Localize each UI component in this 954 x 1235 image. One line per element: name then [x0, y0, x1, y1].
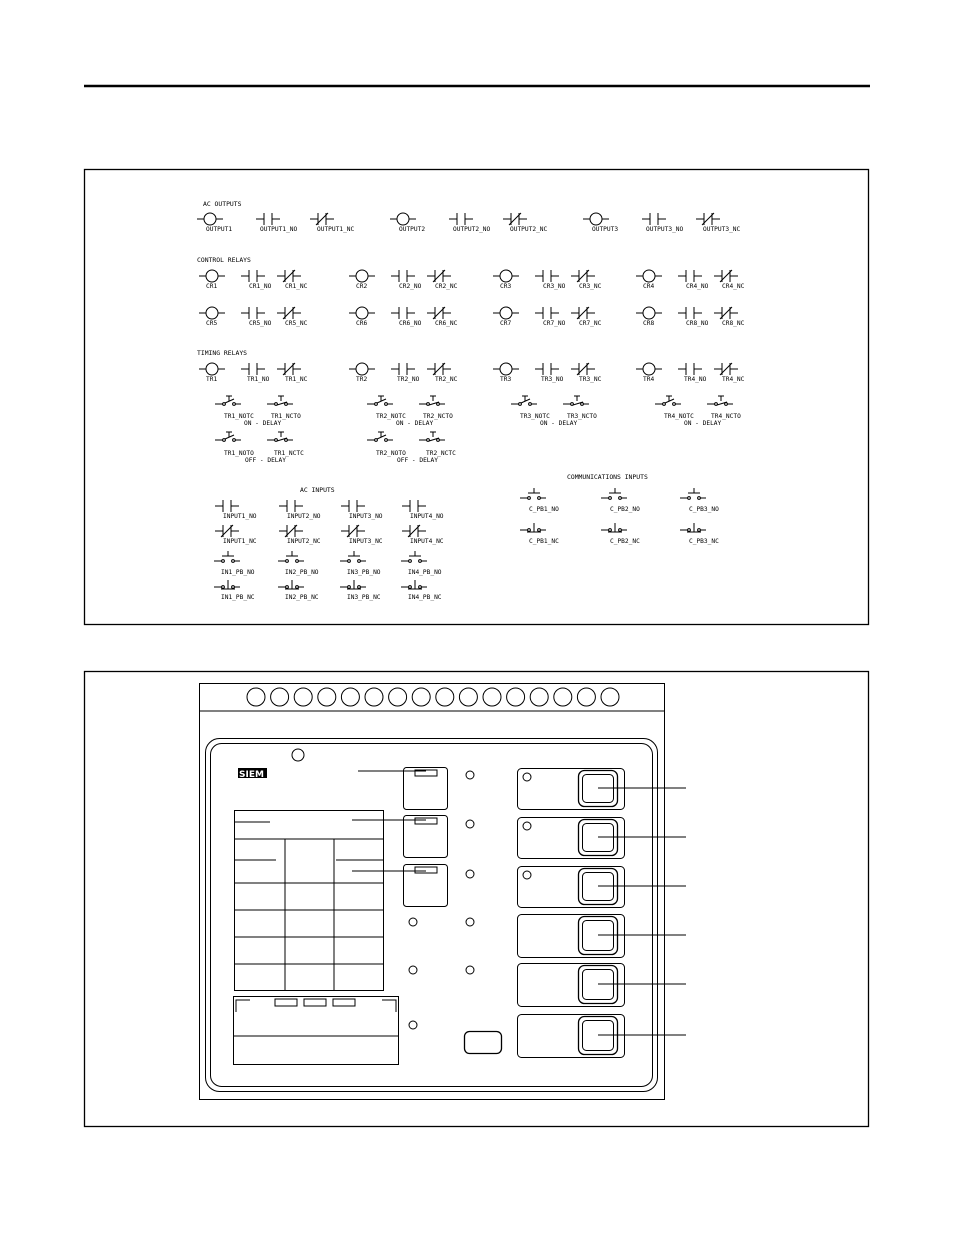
tr-on-delay-no-contact: [511, 396, 537, 405]
input-no-contact: [402, 500, 426, 512]
tr-coil-symbol: [493, 363, 519, 375]
status-keys: [352, 768, 448, 907]
led: [466, 870, 474, 878]
terminal-screw: [318, 688, 336, 706]
comm-pb-no-label: C_PB1_NO: [529, 506, 559, 513]
cr-no-label: CR4_NO: [686, 283, 709, 290]
tr-nc-label: TR3_NC: [579, 376, 602, 383]
tr-no-contact: [535, 363, 559, 375]
panel-screw: [292, 749, 304, 761]
tr-off-delay-nctc-label: TR1_NCTC: [274, 450, 304, 457]
input-pb-nc-contact: [401, 580, 427, 589]
cr-coil-label: CR2: [356, 283, 368, 290]
input-nc-contact: [341, 525, 365, 537]
led: [466, 820, 474, 828]
tr-no-contact: [391, 363, 415, 375]
tr-on-delay-notc-label: TR1_NOTC: [224, 413, 254, 420]
device-housing: [200, 684, 665, 1100]
cr-no-contact: [391, 270, 415, 282]
cr-nc-contact: [277, 270, 301, 282]
tr-off-delay-caption: OFF - DELAY: [245, 457, 286, 464]
pushbutton-led: [523, 871, 531, 879]
output-coil-label: OUTPUT3: [592, 226, 619, 233]
led: [466, 771, 474, 779]
output-nc-contact: [310, 213, 334, 225]
comm-pb-no-label: C_PB3_NO: [689, 506, 719, 513]
terminal-screw: [577, 688, 595, 706]
comm-inputs-grid: [520, 488, 719, 545]
brand-logo: [238, 768, 267, 780]
output-coil-symbol: [583, 213, 609, 225]
cr-coil-symbol: [199, 307, 225, 319]
input-nc-label: INPUT2_NC: [287, 538, 321, 545]
output-no-label: OUTPUT2_NO: [453, 226, 491, 233]
input-pb-nc-label: IN4_PB_NC: [408, 594, 442, 601]
terminal-screw: [247, 688, 265, 706]
status-key-2[interactable]: [404, 816, 448, 858]
cr-no-label: CR7_NO: [543, 320, 566, 327]
cr-nc-label: CR1_NC: [285, 283, 308, 290]
tr-coil-symbol: [349, 363, 375, 375]
input-pb-no-label: IN2_PB_NO: [285, 569, 319, 576]
tr-on-delay-no-contact: [367, 396, 393, 405]
tr-on-delay-ncto-label: TR4_NCTO: [711, 413, 741, 420]
output-nc-contact: [696, 213, 720, 225]
tr-nc-contact: [427, 363, 451, 375]
cr-no-label: CR5_NO: [249, 320, 272, 327]
terminal-screw: [483, 688, 501, 706]
timing-relays-rows: [199, 363, 745, 383]
output-nc-label: OUTPUT2_NC: [510, 226, 548, 233]
cr-nc-label: CR6_NC: [435, 320, 458, 327]
cr-nc-contact: [571, 307, 595, 319]
pushbutton-led: [523, 773, 531, 781]
terminal-screw: [554, 688, 572, 706]
output-no-contact: [256, 213, 280, 225]
terminal-screw: [412, 688, 430, 706]
tr-coil-label: TR2: [356, 376, 368, 383]
tr-no-label: TR1_NO: [247, 376, 270, 383]
input-no-label: INPUT2_NO: [287, 513, 321, 520]
cr-nc-label: CR4_NC: [722, 283, 745, 290]
tr-off-delay-nc-contact: [267, 432, 293, 441]
input-pb-nc-label: IN3_PB_NC: [347, 594, 381, 601]
tr-no-label: TR2_NO: [397, 376, 420, 383]
control-relays-rows: [199, 270, 745, 327]
input-nc-label: INPUT3_NC: [349, 538, 383, 545]
timing-relays-title: TIMING RELAYS: [197, 349, 248, 357]
input-pb-no-contact: [214, 551, 240, 562]
cr-no-contact: [391, 307, 415, 319]
cr-nc-label: CR3_NC: [579, 283, 602, 290]
tr-off-delay-noto-label: TR1_NOTO: [224, 450, 254, 457]
terminal-screw: [436, 688, 454, 706]
input-pb-no-label: IN3_PB_NO: [347, 569, 381, 576]
terminal-screw: [530, 688, 548, 706]
input-pb-no-contact: [278, 551, 304, 562]
pushbutton-5[interactable]: [518, 964, 687, 1007]
tr-no-label: TR3_NO: [541, 376, 564, 383]
output-no-contact: [449, 213, 473, 225]
tr-coil-label: TR4: [643, 376, 655, 383]
cr-coil-label: CR8: [643, 320, 655, 327]
tr-on-delay-caption: ON - DELAY: [244, 420, 282, 427]
tr-off-delay-no-contact: [367, 432, 393, 441]
led: [466, 966, 474, 974]
output-no-label: OUTPUT3_NO: [646, 226, 684, 233]
pushbutton-column: [518, 769, 687, 1058]
comm-pb-no-contact: [520, 488, 546, 499]
cr-no-label: CR2_NO: [399, 283, 422, 290]
terminal-screw: [271, 688, 289, 706]
tr-no-contact: [678, 363, 702, 375]
tr-on-delay-nc-contact: [563, 396, 589, 405]
terminal-screw: [294, 688, 312, 706]
tr-on-delay-ncto-label: TR2_NCTO: [423, 413, 453, 420]
cr-nc-label: CR2_NC: [435, 283, 458, 290]
terminal-screw: [365, 688, 383, 706]
tr-no-label: TR4_NO: [684, 376, 707, 383]
tr-nc-label: TR2_NC: [435, 376, 458, 383]
tr-on-delay-nc-contact: [707, 396, 733, 405]
tr-no-contact: [241, 363, 265, 375]
input-pb-nc-contact: [340, 580, 366, 589]
output-no-contact: [642, 213, 666, 225]
tr-nc-label: TR4_NC: [722, 376, 745, 383]
front-panel-figure: [85, 672, 869, 1127]
input-nc-contact: [215, 525, 239, 537]
tr-on-delay-notc-label: TR3_NOTC: [520, 413, 550, 420]
tr-coil-symbol: [199, 363, 225, 375]
tr-on-delay-caption: ON - DELAY: [684, 420, 722, 427]
pushbutton-1[interactable]: [518, 769, 687, 810]
comm-inputs-title: COMMUNICATIONS INPUTS: [567, 473, 648, 481]
input-nc-contact: [402, 525, 426, 537]
tr-on-delay-nc-contact: [419, 396, 445, 405]
cr-no-label: CR8_NO: [686, 320, 709, 327]
input-no-contact: [279, 500, 303, 512]
status-key-1[interactable]: [404, 768, 448, 810]
terminal-strip: [247, 688, 619, 706]
tr-nc-contact: [571, 363, 595, 375]
cr-coil-label: CR3: [500, 283, 512, 290]
cr-nc-contact: [571, 270, 595, 282]
cr-no-contact: [241, 270, 265, 282]
input-pb-nc-contact: [278, 580, 304, 589]
tr-off-delay-nc-contact: [419, 432, 445, 441]
tr-off-delay-caption: OFF - DELAY: [397, 457, 438, 464]
tr-coil-label: TR1: [206, 376, 218, 383]
cr-no-label: CR3_NO: [543, 283, 566, 290]
output-coil-symbol: [197, 213, 223, 225]
cr-coil-symbol: [349, 307, 375, 319]
terminal-screw: [459, 688, 477, 706]
ac-outputs-row: [197, 213, 741, 233]
input-nc-contact: [279, 525, 303, 537]
bottom-connector: [234, 997, 399, 1065]
tr-on-delay-notc-label: TR4_NOTC: [664, 413, 694, 420]
cr-nc-label: CR5_NC: [285, 320, 308, 327]
ac-outputs-title: AC OUTPUTS: [203, 200, 242, 208]
pushbutton-3[interactable]: [518, 867, 687, 908]
cr-no-contact: [241, 307, 265, 319]
cr-coil-symbol: [199, 270, 225, 282]
cr-coil-label: CR5: [206, 320, 218, 327]
tr-nc-label: TR1_NC: [285, 376, 308, 383]
comm-pb-nc-label: C_PB2_NC: [610, 538, 640, 545]
tr-on-delay-caption: ON - DELAY: [396, 420, 434, 427]
led: [409, 966, 417, 974]
output-coil-label: OUTPUT2: [399, 226, 426, 233]
display-grid: [235, 811, 384, 991]
comm-pb-no-label: C_PB2_NO: [610, 506, 640, 513]
cr-no-label: CR6_NO: [399, 320, 422, 327]
ac-inputs-grid: [214, 500, 444, 601]
reset-key[interactable]: [465, 1032, 502, 1054]
led: [409, 918, 417, 926]
pushbutton-led: [523, 822, 531, 830]
tr-on-delay-no-contact: [215, 396, 241, 405]
tr-on-delay-ncto-label: TR3_NCTO: [567, 413, 597, 420]
comm-pb-no-contact: [680, 488, 706, 499]
pushbutton-4[interactable]: [518, 915, 687, 958]
comm-pb-nc-contact: [680, 523, 706, 532]
cr-coil-symbol: [636, 307, 662, 319]
cr-no-contact: [678, 270, 702, 282]
comm-pb-nc-contact: [520, 523, 546, 532]
output-nc-contact: [503, 213, 527, 225]
cr-no-contact: [535, 270, 559, 282]
control-relays-title: CONTROL RELAYS: [197, 256, 251, 264]
input-pb-no-label: IN4_PB_NO: [408, 569, 442, 576]
cr-coil-symbol: [636, 270, 662, 282]
tr-coil-label: TR3: [500, 376, 512, 383]
cr-coil-symbol: [349, 270, 375, 282]
input-pb-no-contact: [340, 551, 366, 562]
cr-nc-label: CR7_NC: [579, 320, 602, 327]
cr-coil-label: CR7: [500, 320, 512, 327]
cr-no-contact: [678, 307, 702, 319]
output-coil-label: OUTPUT1: [206, 226, 233, 233]
tr-on-delay-notc-label: TR2_NOTC: [376, 413, 406, 420]
input-nc-label: INPUT1_NC: [223, 538, 257, 545]
comm-pb-nc-label: C_PB1_NC: [529, 538, 559, 545]
input-no-contact: [341, 500, 365, 512]
input-pb-nc-contact: [214, 580, 240, 589]
cr-no-contact: [535, 307, 559, 319]
input-nc-label: INPUT4_NC: [410, 538, 444, 545]
pushbutton-2[interactable]: [518, 818, 687, 859]
cr-coil-symbol: [493, 307, 519, 319]
tr-on-delay-ncto-label: TR1_NCTO: [271, 413, 301, 420]
cr-coil-label: CR1: [206, 283, 218, 290]
tr-off-delay-no-contact: [215, 432, 241, 441]
tr-off-delay-nctc-label: TR2_NCTC: [426, 450, 456, 457]
output-nc-label: OUTPUT3_NC: [703, 226, 741, 233]
panel-figure-frame: [85, 672, 869, 1127]
tr-on-delay-no-contact: [655, 396, 681, 405]
comm-pb-nc-label: C_PB3_NC: [689, 538, 719, 545]
terminal-screw: [601, 688, 619, 706]
input-pb-nc-label: IN2_PB_NC: [285, 594, 319, 601]
legend-frame: [85, 170, 869, 625]
ac-inputs-title: AC INPUTS: [300, 486, 335, 494]
tr-nc-contact: [714, 363, 738, 375]
cr-coil-label: CR4: [643, 283, 655, 290]
terminal-screw: [507, 688, 525, 706]
led: [466, 918, 474, 926]
tr-coil-symbol: [636, 363, 662, 375]
input-no-label: INPUT4_NO: [410, 513, 444, 520]
output-coil-symbol: [390, 213, 416, 225]
cr-nc-label: CR8_NC: [722, 320, 745, 327]
terminal-screw: [341, 688, 359, 706]
input-pb-nc-label: IN1_PB_NC: [221, 594, 255, 601]
pushbutton-6[interactable]: [518, 1015, 687, 1058]
cr-coil-symbol: [493, 270, 519, 282]
tr-off-delay-noto-label: TR2_NOTO: [376, 450, 406, 457]
cr-nc-contact: [277, 307, 301, 319]
input-pb-no-contact: [401, 551, 427, 562]
output-nc-label: OUTPUT1_NC: [317, 226, 355, 233]
cr-nc-contact: [427, 307, 451, 319]
cr-no-label: CR1_NO: [249, 283, 272, 290]
tr-nc-contact: [277, 363, 301, 375]
terminal-screw: [389, 688, 407, 706]
input-no-label: INPUT1_NO: [223, 513, 257, 520]
input-pb-no-label: IN1_PB_NO: [221, 569, 255, 576]
comm-pb-no-contact: [601, 488, 627, 499]
symbol-legend-figure: [85, 170, 869, 625]
output-no-label: OUTPUT1_NO: [260, 226, 298, 233]
input-no-contact: [215, 500, 239, 512]
input-no-label: INPUT3_NO: [349, 513, 383, 520]
cr-nc-contact: [714, 307, 738, 319]
tr-on-delay-nc-contact: [267, 396, 293, 405]
cr-nc-contact: [714, 270, 738, 282]
cr-coil-label: CR6: [356, 320, 368, 327]
brand-logo-text: SIEM: [239, 770, 264, 780]
comm-pb-nc-contact: [601, 523, 627, 532]
tr-on-delay-caption: ON - DELAY: [540, 420, 578, 427]
cr-nc-contact: [427, 270, 451, 282]
timing-delay-contacts: [215, 396, 741, 464]
led: [409, 1021, 417, 1029]
